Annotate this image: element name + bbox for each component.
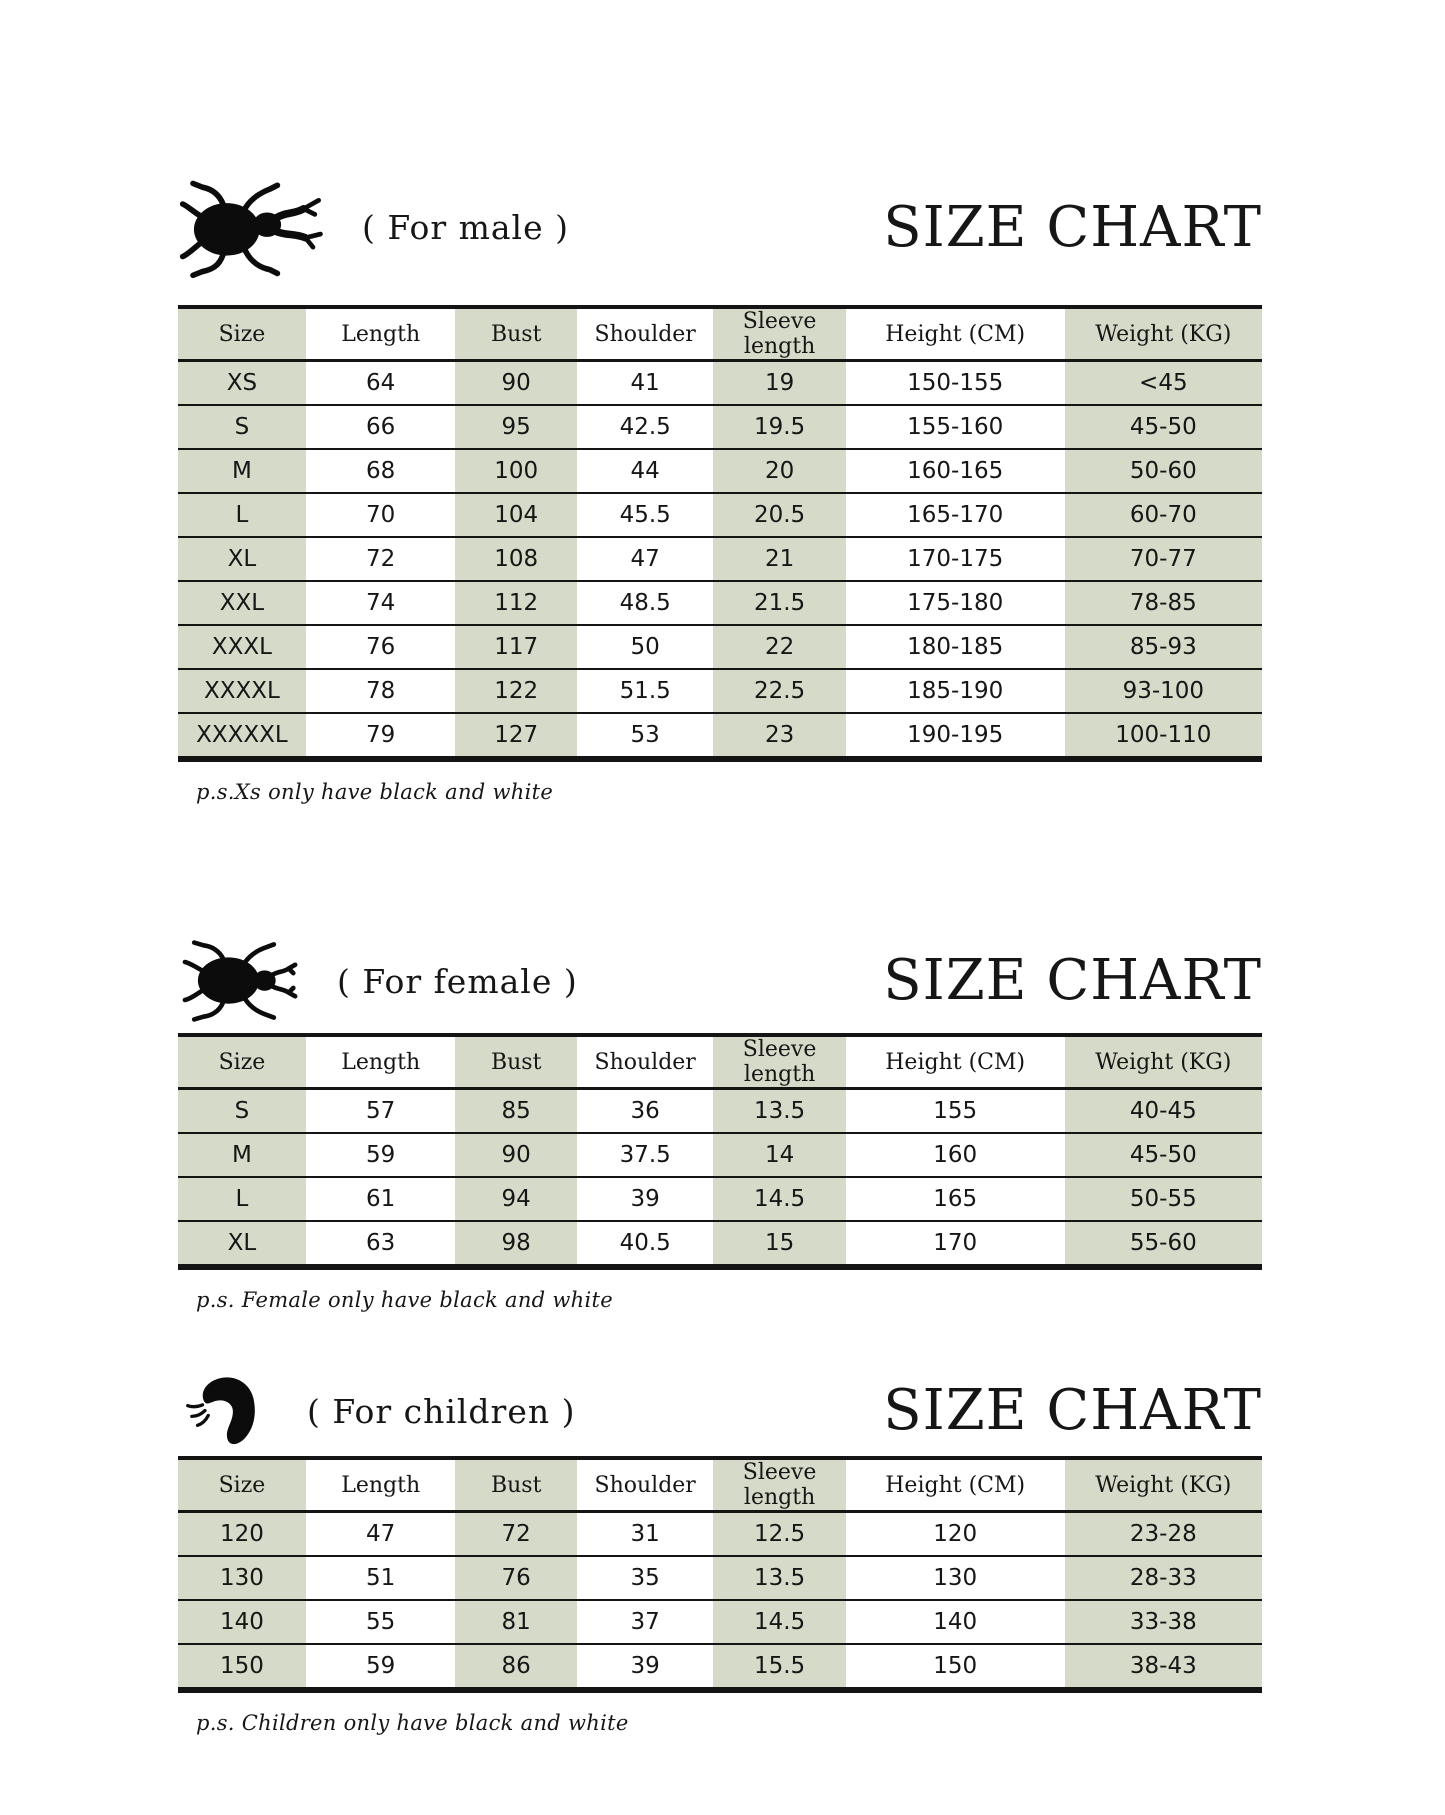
value-cell: 85-93 bbox=[1065, 625, 1262, 669]
size-row bbox=[178, 405, 1262, 449]
female-section-label: ( For female ) bbox=[337, 961, 578, 1001]
value-cell: 57 bbox=[306, 1089, 456, 1134]
size-row bbox=[178, 669, 1262, 713]
value-cell: 68 bbox=[306, 449, 456, 493]
column-header: Shoulder bbox=[577, 1035, 714, 1089]
value-cell: 28-33 bbox=[1065, 1556, 1262, 1600]
column-header: Length bbox=[306, 307, 456, 361]
value-cell: 170-175 bbox=[846, 537, 1065, 581]
section-children bbox=[178, 1372, 1262, 1735]
value-cell: 21.5 bbox=[713, 581, 845, 625]
size-cell: XS bbox=[178, 361, 306, 406]
value-cell: 150-155 bbox=[846, 361, 1065, 406]
value-cell: 165 bbox=[846, 1177, 1065, 1221]
value-cell: 41 bbox=[577, 361, 714, 406]
value-cell: 19 bbox=[713, 361, 845, 406]
male-size-chart-title: SIZE CHART bbox=[883, 194, 1262, 260]
male-section-label: ( For male ) bbox=[362, 208, 570, 247]
value-cell: 53 bbox=[630, 722, 660, 748]
value-cell: 55-60 bbox=[1065, 1221, 1262, 1267]
value-cell: 120 bbox=[846, 1512, 1065, 1557]
header-row bbox=[178, 1458, 1262, 1512]
size-row bbox=[178, 1133, 1262, 1177]
size-row bbox=[178, 493, 1262, 537]
size-row bbox=[178, 1221, 1262, 1267]
value-cell: 98 bbox=[455, 1221, 576, 1267]
value-cell: 21 bbox=[713, 537, 845, 581]
size-cell: 120 bbox=[178, 1512, 306, 1557]
value-cell: 61 bbox=[306, 1177, 456, 1221]
value-cell: 33-38 bbox=[1065, 1600, 1262, 1644]
value-cell: 48.5 bbox=[577, 581, 714, 625]
value-cell: 127 bbox=[455, 713, 576, 759]
value-cell: 20.5 bbox=[713, 493, 845, 537]
size-cell: XL bbox=[178, 537, 306, 581]
value-cell: <45 bbox=[1065, 361, 1262, 406]
value-cell: 70-77 bbox=[1065, 537, 1262, 581]
value-cell: 12.5 bbox=[713, 1512, 845, 1557]
size-cell: M bbox=[178, 1133, 306, 1177]
value-cell: 38-43 bbox=[1065, 1644, 1262, 1690]
value-cell: 160 bbox=[846, 1133, 1065, 1177]
value-cell: 78 bbox=[306, 669, 456, 713]
size-cell: S bbox=[178, 405, 306, 449]
value-cell: 66 bbox=[306, 405, 456, 449]
value-cell: 70 bbox=[306, 493, 456, 537]
male-label-group bbox=[178, 175, 569, 280]
value-cell: 59 bbox=[306, 1133, 456, 1177]
column-header: Height (CM) bbox=[846, 307, 1065, 361]
size-row bbox=[178, 361, 1262, 406]
value-cell: 45.5 bbox=[577, 493, 714, 537]
female-size-table bbox=[178, 1033, 1262, 1270]
column-header: Size bbox=[178, 307, 306, 361]
column-header: Sleeve length bbox=[713, 1035, 845, 1089]
column-header: Weight (KG) bbox=[1065, 307, 1262, 361]
value-cell: 50-55 bbox=[1065, 1177, 1262, 1221]
value-cell: 51.5 bbox=[577, 669, 714, 713]
size-row bbox=[178, 625, 1262, 669]
column-header: Weight (KG) bbox=[1065, 1035, 1262, 1089]
value-cell: 86 bbox=[455, 1644, 576, 1690]
children-size-table bbox=[178, 1456, 1262, 1693]
value-cell: 93-100 bbox=[1065, 669, 1262, 713]
value-cell: 100 bbox=[455, 449, 576, 493]
size-row bbox=[178, 449, 1262, 493]
value-cell: 47 bbox=[577, 537, 714, 581]
size-cell: 140 bbox=[178, 1600, 306, 1644]
value-cell: 20 bbox=[713, 449, 845, 493]
value-cell: 15.5 bbox=[713, 1644, 845, 1690]
value-cell: 76 bbox=[306, 625, 456, 669]
value-cell: 165-170 bbox=[846, 493, 1065, 537]
size-cell: M bbox=[178, 449, 306, 493]
children-size-chart-title: SIZE CHART bbox=[883, 1378, 1262, 1443]
size-cell: XXL bbox=[178, 581, 306, 625]
value-cell: 22.5 bbox=[713, 669, 845, 713]
value-cell: 94 bbox=[455, 1177, 576, 1221]
size-row bbox=[178, 713, 1262, 759]
value-cell: 74 bbox=[306, 581, 456, 625]
male-note: p.s.Xs only have black and white bbox=[196, 780, 554, 804]
value-cell: 45-50 bbox=[1065, 405, 1262, 449]
value-cell: 79 bbox=[366, 722, 396, 748]
value-cell: 155 bbox=[846, 1089, 1065, 1134]
section-female bbox=[178, 937, 1262, 1312]
value-cell: 100-110 bbox=[1065, 713, 1262, 759]
value-cell: 50-60 bbox=[1065, 449, 1262, 493]
value-cell: 72 bbox=[455, 1512, 576, 1557]
value-cell: 160-165 bbox=[846, 449, 1065, 493]
value-cell: 150 bbox=[933, 1653, 978, 1679]
value-cell: 104 bbox=[455, 493, 576, 537]
size-cell: XXXXL bbox=[178, 669, 306, 713]
value-cell: 51 bbox=[306, 1556, 456, 1600]
value-cell: 22 bbox=[713, 625, 845, 669]
value-cell: 42.5 bbox=[577, 405, 714, 449]
column-header: Shoulder bbox=[577, 1458, 714, 1512]
value-cell: 15 bbox=[713, 1221, 845, 1267]
value-cell: 85 bbox=[455, 1089, 576, 1134]
value-cell: 50 bbox=[577, 625, 714, 669]
value-cell: 37 bbox=[577, 1600, 714, 1644]
female-size-chart-title: SIZE CHART bbox=[883, 948, 1262, 1013]
value-cell: 13.5 bbox=[713, 1556, 845, 1600]
value-cell: 185-190 bbox=[846, 669, 1065, 713]
value-cell: 39 bbox=[630, 1653, 660, 1679]
beetle-icon bbox=[178, 937, 303, 1025]
male-section-header bbox=[178, 175, 1262, 280]
size-row bbox=[178, 1644, 1262, 1690]
size-cell: L bbox=[178, 493, 306, 537]
column-header: Length bbox=[306, 1458, 456, 1512]
value-cell: 55 bbox=[306, 1600, 456, 1644]
value-cell: 39 bbox=[577, 1177, 714, 1221]
value-cell: 47 bbox=[306, 1512, 456, 1557]
size-cell: XXXL bbox=[178, 625, 306, 669]
size-cell: L bbox=[178, 1177, 306, 1221]
value-cell: 14.5 bbox=[713, 1177, 845, 1221]
value-cell: 81 bbox=[455, 1600, 576, 1644]
children-note: p.s. Children only have black and white bbox=[196, 1711, 629, 1735]
value-cell: 23 bbox=[713, 713, 845, 759]
value-cell: 64 bbox=[306, 361, 456, 406]
column-header: Size bbox=[178, 1458, 306, 1512]
size-row bbox=[178, 1600, 1262, 1644]
size-cell: XXXXXL bbox=[178, 713, 306, 759]
stag-beetle-icon bbox=[178, 175, 328, 280]
value-cell: 170 bbox=[933, 1230, 978, 1256]
children-label-group bbox=[178, 1372, 575, 1450]
value-cell: 45-50 bbox=[1065, 1133, 1262, 1177]
value-cell: 122 bbox=[455, 669, 576, 713]
size-row bbox=[178, 1556, 1262, 1600]
value-cell: 108 bbox=[455, 537, 576, 581]
column-header: Height (CM) bbox=[846, 1035, 1065, 1089]
size-row bbox=[178, 1177, 1262, 1221]
size-cell: 130 bbox=[178, 1556, 306, 1600]
size-cell: XL bbox=[178, 1221, 306, 1267]
value-cell: 90 bbox=[455, 361, 576, 406]
value-cell: 60-70 bbox=[1065, 493, 1262, 537]
value-cell: 78-85 bbox=[1065, 581, 1262, 625]
size-row bbox=[178, 581, 1262, 625]
value-cell: 31 bbox=[577, 1512, 714, 1557]
larva-icon bbox=[178, 1372, 273, 1450]
value-cell: 19.5 bbox=[713, 405, 845, 449]
value-cell: 59 bbox=[366, 1653, 396, 1679]
size-row bbox=[178, 1089, 1262, 1134]
children-section-header bbox=[178, 1372, 1262, 1450]
column-header: Length bbox=[306, 1035, 456, 1089]
size-cell: S bbox=[178, 1089, 306, 1134]
value-cell: 37.5 bbox=[577, 1133, 714, 1177]
children-section-label: ( For children ) bbox=[307, 1391, 576, 1431]
size-cell: 150 bbox=[178, 1644, 306, 1690]
value-cell: 40.5 bbox=[619, 1230, 671, 1256]
column-header: Bust bbox=[455, 307, 576, 361]
value-cell: 190-195 bbox=[907, 722, 1004, 748]
value-cell: 44 bbox=[577, 449, 714, 493]
header-row bbox=[178, 1035, 1262, 1089]
value-cell: 175-180 bbox=[846, 581, 1065, 625]
value-cell: 40-45 bbox=[1065, 1089, 1262, 1134]
value-cell: 76 bbox=[455, 1556, 576, 1600]
female-label-group bbox=[178, 937, 578, 1025]
value-cell: 90 bbox=[455, 1133, 576, 1177]
value-cell: 95 bbox=[455, 405, 576, 449]
value-cell: 140 bbox=[846, 1600, 1065, 1644]
value-cell: 13.5 bbox=[713, 1089, 845, 1134]
value-cell: 117 bbox=[455, 625, 576, 669]
header-row bbox=[178, 307, 1262, 361]
size-row bbox=[178, 1512, 1262, 1557]
column-header: Bust bbox=[455, 1035, 576, 1089]
value-cell: 112 bbox=[455, 581, 576, 625]
column-header: Weight (KG) bbox=[1065, 1458, 1262, 1512]
value-cell: 36 bbox=[577, 1089, 714, 1134]
value-cell: 130 bbox=[846, 1556, 1065, 1600]
value-cell: 180-185 bbox=[846, 625, 1065, 669]
section-male bbox=[178, 175, 1262, 804]
column-header: Size bbox=[178, 1035, 306, 1089]
value-cell: 63 bbox=[366, 1230, 396, 1256]
column-header: Shoulder bbox=[577, 307, 714, 361]
column-header: Sleeve length bbox=[713, 307, 845, 361]
value-cell: 14.5 bbox=[713, 1600, 845, 1644]
female-note: p.s. Female only have black and white bbox=[196, 1288, 613, 1312]
male-size-table bbox=[178, 305, 1262, 762]
female-section-header bbox=[178, 937, 1262, 1025]
size-row bbox=[178, 537, 1262, 581]
value-cell: 155-160 bbox=[846, 405, 1065, 449]
column-header: Sleeve length bbox=[713, 1458, 845, 1512]
column-header: Height (CM) bbox=[846, 1458, 1065, 1512]
value-cell: 72 bbox=[306, 537, 456, 581]
value-cell: 14 bbox=[713, 1133, 845, 1177]
value-cell: 35 bbox=[577, 1556, 714, 1600]
value-cell: 23-28 bbox=[1065, 1512, 1262, 1557]
column-header: Bust bbox=[455, 1458, 576, 1512]
